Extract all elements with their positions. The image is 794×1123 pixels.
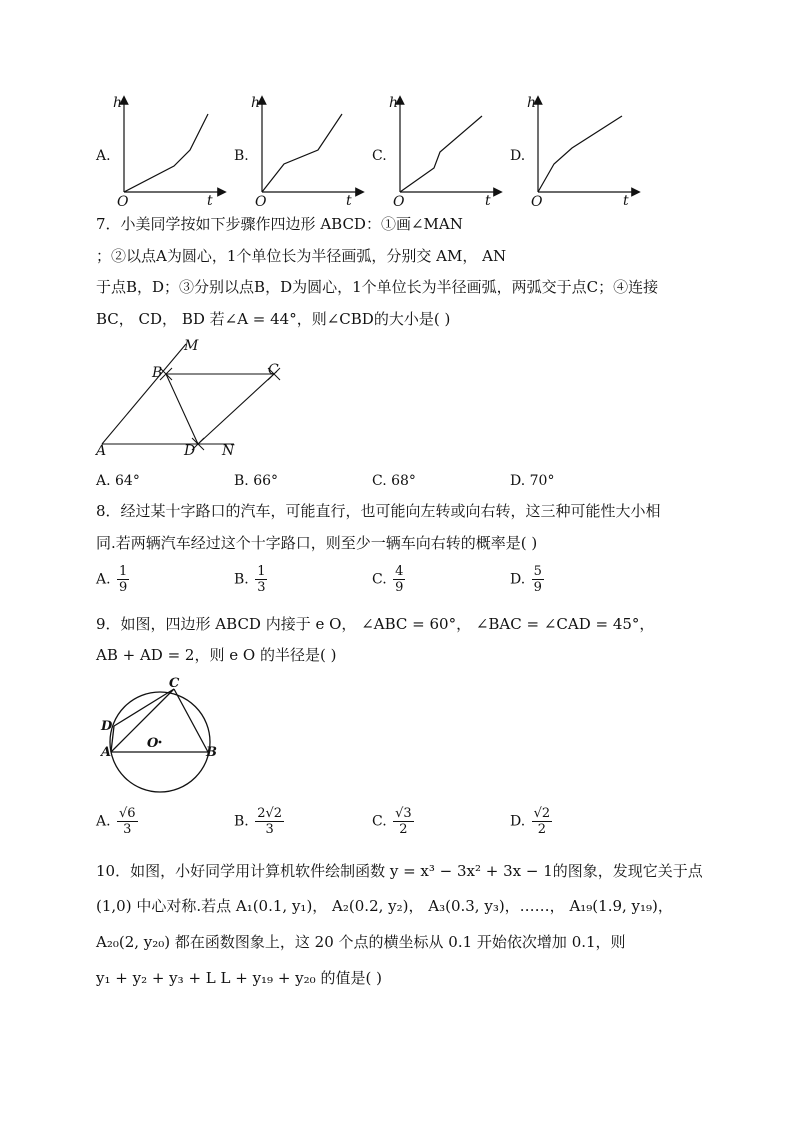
q8-option-a xyxy=(96,564,129,595)
q7-option-c: C. 68° xyxy=(372,473,416,489)
q6-option-a-label: A. xyxy=(96,148,111,164)
fraction xyxy=(117,806,138,837)
numerator: √3 xyxy=(395,806,412,821)
q9-line-1: 9．如图，四边形 ABCD 内接于 e O， ∠ABC = 60°， ∠BAC = ∠CAD = 45°， xyxy=(96,615,655,633)
q8-line-1: 8．经过某十字路口的汽车，可能直行，也可能向左转或向右转，这三种可能性大小相 xyxy=(96,502,661,520)
q10-line-2: (1,0) 中心对称.若点 A₁(0.1, y₁)， A₂(0.2, y₂)， A₃(0.3, y₃)，……， A₁₉(1.9, y₁₉)， xyxy=(96,897,673,915)
q7-figure xyxy=(96,336,296,466)
h-label: h xyxy=(389,95,399,111)
option-label: C. xyxy=(372,813,387,830)
label-c: C xyxy=(169,676,180,691)
label-d: D xyxy=(184,443,196,459)
label-c: C xyxy=(268,362,279,378)
label-d: D xyxy=(101,719,113,734)
numerator: 1 xyxy=(119,564,128,579)
t-label: t xyxy=(485,193,491,209)
label-b: B xyxy=(152,365,163,381)
q8-option-b xyxy=(234,564,267,595)
numerator: 2√2 xyxy=(257,806,283,821)
q7-line-2: ；②以点A为圆心，1个单位长为半径画弧，分别交 AM， AN xyxy=(96,247,507,265)
q8-line-2: 同.若两辆汽车经过这个十字路口，则至少一辆车向右转的概率是( ) xyxy=(96,534,538,552)
t-label: t xyxy=(623,193,629,209)
option-label: A. xyxy=(96,813,111,830)
fraction xyxy=(532,564,544,595)
numerator: √6 xyxy=(119,806,136,821)
option-label: D. xyxy=(510,571,526,588)
denominator: 2 xyxy=(537,822,547,837)
segment-cd xyxy=(198,374,274,444)
o-label: O xyxy=(117,194,129,210)
q10-line-4: y₁ + y₂ + y₃ + L L + y₁₉ + y₂₀ 的值是( ) xyxy=(96,969,382,987)
label-b: B xyxy=(206,745,217,760)
t-label: t xyxy=(207,193,213,209)
t-label: t xyxy=(346,193,352,209)
numerator: 5 xyxy=(533,564,542,579)
ray-am xyxy=(102,344,186,444)
segment-ac xyxy=(111,689,174,752)
center-point xyxy=(159,741,162,744)
option-label: D. xyxy=(510,813,526,830)
q7-option-a: A. 64° xyxy=(96,473,140,489)
denominator: 3 xyxy=(123,822,132,837)
q7-line-3: 于点B，D；③分别以点B，D为圆心，1个单位长为半径画弧，两弧交于点C；④连接 xyxy=(96,278,659,296)
q6-option-d-label: D. xyxy=(510,148,526,164)
numerator: 4 xyxy=(395,564,404,579)
q7-option-d: D. 70° xyxy=(510,473,555,489)
graph-line xyxy=(538,116,622,192)
option-label: B. xyxy=(234,571,249,588)
graph-line xyxy=(124,114,208,192)
q10-line-1: 10．如图，小好同学用计算机软件绘制函数 y = x³ − 3x² + 3x − 1的图象，发现它关于点 xyxy=(96,862,703,880)
q7-option-b: B. 66° xyxy=(234,473,279,489)
label-n: N xyxy=(222,443,235,459)
q7-line-1: 7．小美同学按如下步骤作四边形 ABCD：①画∠MAN xyxy=(96,215,463,233)
denominator: 3 xyxy=(257,580,266,595)
q9-line-2: AB + AD = 2，则 e O 的半径是( ) xyxy=(96,646,337,664)
numerator: 1 xyxy=(257,564,266,579)
option-label: A. xyxy=(96,571,111,588)
segment-bd xyxy=(166,374,198,444)
graph-line xyxy=(400,116,482,192)
denominator: 9 xyxy=(395,580,404,595)
numerator: √2 xyxy=(533,806,551,821)
fraction xyxy=(117,564,129,595)
denominator: 9 xyxy=(533,580,542,595)
q9-option-b xyxy=(234,806,284,837)
denominator: 3 xyxy=(265,822,274,837)
o-label: O xyxy=(255,194,267,210)
fraction xyxy=(393,564,405,595)
segment-bc xyxy=(174,689,208,752)
q10-line-3: A₂₀(2, y₂₀) 都在函数图象上，这 20 个点的横坐标从 0.1 开始依次增加 0.1，则 xyxy=(96,933,626,951)
q9-option-a xyxy=(96,806,138,837)
fraction xyxy=(255,564,267,595)
fraction xyxy=(532,806,553,837)
denominator: 2 xyxy=(399,822,408,837)
option-label: C. xyxy=(372,571,387,588)
q9-figure xyxy=(98,676,228,796)
o-label: O xyxy=(531,194,543,210)
label-m: M xyxy=(184,338,199,354)
q6-option-c-label: C. xyxy=(372,148,387,164)
h-label: h xyxy=(113,95,123,111)
option-label: B. xyxy=(234,813,249,830)
label-a: A xyxy=(101,745,112,760)
label-a: A xyxy=(96,443,107,459)
q9-option-c xyxy=(372,806,414,837)
o-label: O xyxy=(393,194,405,210)
q9-option-d xyxy=(510,806,552,837)
label-o: O xyxy=(147,736,159,751)
q6-option-b-label: B. xyxy=(234,148,249,164)
q7-line-4: BC， CD， BD 若∠A = 44°，则∠CBD的大小是( ) xyxy=(96,310,451,328)
graph-line xyxy=(262,114,342,192)
denominator: 9 xyxy=(119,580,128,595)
fraction xyxy=(255,806,284,837)
q8-option-c xyxy=(372,564,405,595)
h-label: h xyxy=(251,95,261,111)
fraction xyxy=(393,806,414,837)
q8-option-d xyxy=(510,564,544,595)
h-label: h xyxy=(527,95,537,111)
